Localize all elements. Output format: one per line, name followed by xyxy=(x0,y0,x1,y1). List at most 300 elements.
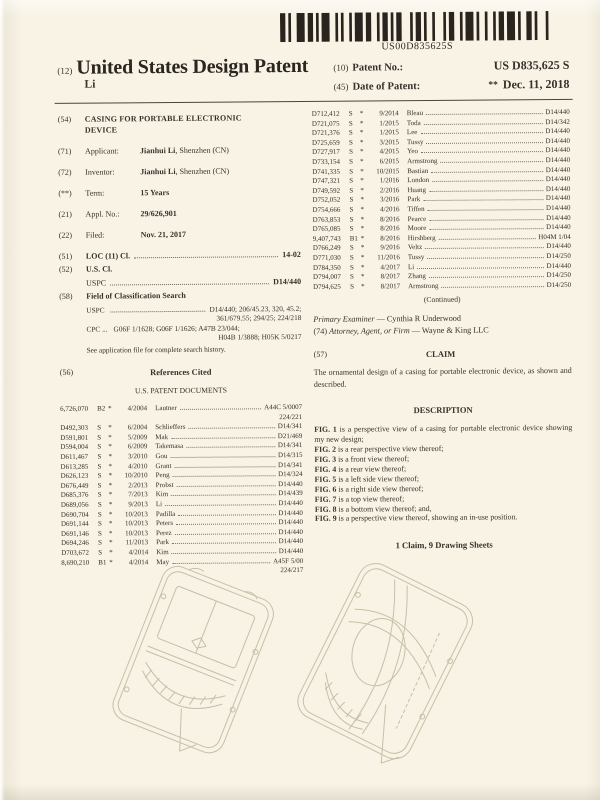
ref-inventor-name: Lautner xyxy=(155,403,177,413)
ref-inventor-name: Park xyxy=(156,538,169,547)
ref-date: 4/2010 xyxy=(128,461,148,470)
ref-kind-code: B1 xyxy=(349,234,358,243)
ref-date: 8/2016 xyxy=(380,233,400,243)
figure-label: FIG. 9 xyxy=(314,514,337,524)
figure-label: FIG. 4 xyxy=(314,464,337,474)
ref-star: * xyxy=(109,538,113,547)
dotted-leader xyxy=(188,427,274,429)
ref-star: * xyxy=(108,519,113,528)
applicant-name: Jianhui Li xyxy=(139,145,176,155)
patent-reference-row xyxy=(313,281,571,293)
ref-inventor-name: Peters xyxy=(155,519,174,528)
ref-date: 5/2009 xyxy=(127,432,148,442)
ref-kind-code: S xyxy=(97,462,102,471)
uspc-row xyxy=(86,276,301,288)
ref-classification: D14/440 xyxy=(546,213,571,222)
ref-date: 8/2017 xyxy=(380,281,401,291)
patent-number-value: US D835,625 S xyxy=(493,57,570,73)
appl-no-value: 29/626,901 xyxy=(140,208,177,218)
ref-date: 4/2004 xyxy=(127,404,148,413)
ref-kind-code: S xyxy=(349,205,354,214)
inventor-label: Inventor: xyxy=(85,166,115,177)
inid-code-22: (22) xyxy=(58,230,73,240)
ref-patent-number: D685,376 xyxy=(60,491,89,500)
inid-code-71: (71) xyxy=(58,146,72,156)
inid-code-74: (74) xyxy=(313,326,328,336)
ref-inventor-name: Gou xyxy=(155,452,168,461)
figure-label: FIG. 8 xyxy=(314,504,337,514)
ref-star: * xyxy=(360,253,365,262)
inventor-location: , Shenzhen (CN) xyxy=(175,166,230,176)
ref-star: * xyxy=(360,215,365,224)
ref-patent-number: 6,726,070 xyxy=(60,404,89,413)
figure-label: FIG. 3 xyxy=(314,454,337,464)
dotted-leader xyxy=(110,283,269,285)
dotted-leader xyxy=(180,408,261,410)
dotted-leader xyxy=(175,533,276,535)
inid-code-58: (58) xyxy=(59,291,73,301)
appl-no-label: Appl. No.: xyxy=(85,208,120,219)
inid-code-52: (52) xyxy=(58,264,73,274)
ref-classification: D14/440 xyxy=(545,175,571,184)
ref-kind-code: S xyxy=(348,119,353,128)
ref-classification-continuation: 224/221 xyxy=(279,412,303,421)
ref-star: * xyxy=(108,423,112,432)
patent-header xyxy=(57,53,569,100)
dotted-leader xyxy=(441,286,543,288)
ref-star: * xyxy=(360,205,365,214)
filed-label: Filed: xyxy=(85,230,105,240)
ref-patent-number: D725,659 xyxy=(311,138,340,147)
ref-star: * xyxy=(108,404,112,413)
ref-patent-number: D721,376 xyxy=(311,128,340,138)
ref-kind-code: S xyxy=(98,529,102,538)
ref-patent-number: D492,303 xyxy=(60,423,89,433)
inid-code-45: (45) xyxy=(333,81,349,92)
ref-date: 9/2014 xyxy=(379,109,399,118)
ref-star: * xyxy=(108,490,113,499)
ref-date: 11/2013 xyxy=(125,538,149,547)
ref-star: * xyxy=(360,224,365,233)
dotted-leader xyxy=(134,256,278,258)
ref-classification: D14/440 xyxy=(278,508,303,517)
ref-inventor-name: Grant xyxy=(155,461,172,470)
dotted-leader xyxy=(432,180,543,182)
dotted-leader xyxy=(440,161,542,163)
ref-star: * xyxy=(109,529,113,538)
ref-date: 1/2015 xyxy=(379,128,399,137)
patent-number-label: Patent No.: xyxy=(352,62,404,74)
ref-classification: D21/469 xyxy=(277,431,303,440)
header-divider xyxy=(55,99,573,104)
examiner-name: — Cynthia R Underwood xyxy=(376,314,461,324)
ref-kind-code: S xyxy=(98,538,103,547)
ref-inventor-name: Park xyxy=(407,195,421,204)
dotted-leader xyxy=(426,113,542,115)
dotted-leader xyxy=(174,466,275,468)
ref-kind-code: S xyxy=(349,243,354,252)
field-filed xyxy=(59,228,301,240)
ref-inventor-name: Perez xyxy=(156,528,172,537)
search-uspc-value-2: 361/679.55; 294/25; 224/218 xyxy=(216,312,302,323)
ref-date: 10/2015 xyxy=(376,166,400,175)
inid-code-57: (57) xyxy=(313,350,328,360)
inventor-surname: Li xyxy=(84,78,96,91)
ref-inventor-name: Armstrong xyxy=(407,156,438,166)
ref-kind-code: S xyxy=(97,510,102,519)
patent-date-text: Dec. 11, 2018 xyxy=(502,76,570,92)
ref-patent-number: D752,052 xyxy=(312,196,341,205)
dotted-leader xyxy=(420,132,542,134)
ref-patent-number: D626,123 xyxy=(60,471,89,481)
patent-date-value xyxy=(488,77,569,93)
inventor-name: Jianhui Li xyxy=(140,166,176,176)
ref-date: 3/2015 xyxy=(379,137,400,147)
field-us-class xyxy=(59,263,301,275)
ref-kind-code: S xyxy=(349,215,354,224)
ref-patent-number: D771,030 xyxy=(312,253,341,262)
ref-star: * xyxy=(359,128,364,137)
dotted-leader xyxy=(431,171,543,173)
figure-text: is a front view thereof; xyxy=(338,454,410,464)
ref-inventor-name: May xyxy=(156,557,170,566)
ref-inventor-name: Lee xyxy=(406,128,418,137)
title-line xyxy=(57,55,308,80)
ref-kind-code: S xyxy=(97,442,102,451)
ref-classification: D14/440 xyxy=(546,242,571,251)
casing-rear-perspective-drawing-icon xyxy=(283,547,481,800)
barcode-text: US00D835625S xyxy=(381,40,454,53)
ref-classification: D14/250 xyxy=(546,280,572,289)
ref-classification: D14/440 xyxy=(278,546,304,556)
ref-inventor-name: Pearce xyxy=(407,214,427,223)
ref-classification: D14/440 xyxy=(545,155,571,165)
ref-date: 10/2013 xyxy=(124,519,148,528)
ref-classification: D14/440 xyxy=(545,107,570,117)
inid-code-12: (12) xyxy=(57,65,73,76)
dotted-leader xyxy=(425,247,543,249)
ref-kind-code: S xyxy=(349,186,354,195)
ref-date: 2/2016 xyxy=(379,185,400,195)
ref-inventor-name: Huang xyxy=(407,185,427,194)
ref-star: * xyxy=(108,462,113,471)
figure-text: is a bottom view thereof; and, xyxy=(338,503,432,514)
dotted-leader xyxy=(423,199,543,201)
field-search xyxy=(59,290,301,302)
dotted-leader xyxy=(429,276,544,278)
ref-star: * xyxy=(108,510,113,519)
header-right xyxy=(333,53,569,98)
dotted-leader xyxy=(171,456,275,458)
ref-star: * xyxy=(360,157,364,166)
ref-patent-number: D689,056 xyxy=(60,500,89,509)
ref-classification: H04M 1/04 xyxy=(538,232,571,241)
ref-patent-number: D794,007 xyxy=(313,272,341,281)
ref-star: * xyxy=(360,147,364,156)
ref-kind-code: S xyxy=(350,282,355,291)
inid-code-72: (72) xyxy=(58,167,72,177)
ref-patent-number: D591,801 xyxy=(60,433,89,442)
ref-kind-code: S xyxy=(349,147,353,156)
field-appl-no xyxy=(58,207,300,219)
ref-star: * xyxy=(359,138,364,147)
ref-classification: D14/440 xyxy=(278,537,304,546)
inid-code-51: (51) xyxy=(58,251,73,261)
ref-date: 10/2010 xyxy=(124,471,148,480)
header-left xyxy=(57,55,308,100)
dotted-leader xyxy=(417,267,543,269)
ref-inventor-name: Padilla xyxy=(155,509,176,518)
figure-label: FIG. 2 xyxy=(314,444,337,454)
ref-inventor-name: Probst xyxy=(155,480,174,489)
ref-inventor-name: Toda xyxy=(406,118,421,127)
ref-star: * xyxy=(108,471,113,480)
us-patent-documents-heading: U.S. PATENT DOCUMENTS xyxy=(134,385,227,396)
ref-kind-code: B2 xyxy=(97,404,106,413)
figure-description-line xyxy=(314,423,572,445)
description-heading: DESCRIPTION xyxy=(413,404,473,416)
figure-label: FIG. 5 xyxy=(314,474,337,484)
ref-inventor-name: Hirshberg xyxy=(407,233,436,242)
ref-date: 2/2013 xyxy=(128,480,148,490)
figure-label: FIG. 7 xyxy=(314,494,337,504)
ref-star: * xyxy=(109,557,113,567)
ref-inventor-name: Tussy xyxy=(406,137,424,146)
ref-kind-code: S xyxy=(348,138,353,147)
ref-classification: D14/440 xyxy=(546,261,571,270)
ref-classification: D14/341 xyxy=(277,422,303,431)
ref-kind-code: S xyxy=(349,263,354,272)
dotted-leader xyxy=(429,190,543,192)
ref-date: 1/2015 xyxy=(379,118,399,127)
ref-kind-code: S xyxy=(98,548,103,557)
barcode-bars-icon xyxy=(280,11,554,42)
ref-inventor-name: Schlieffers xyxy=(155,423,186,432)
ref-kind-code: S xyxy=(97,423,102,432)
figure-text: is a perspective view of a casing for portable electronic device showing my new design; xyxy=(314,423,573,445)
figure-text: is a top view thereof; xyxy=(338,493,405,504)
claim-text: The ornamental design of a casing for portable electronic device, as shown and described. xyxy=(313,366,572,390)
ref-patent-number: D611,467 xyxy=(60,452,89,461)
ref-patent-number: D741,335 xyxy=(312,167,341,176)
ref-patent-number: D613,285 xyxy=(60,462,89,471)
ref-date: 3/2010 xyxy=(127,452,148,461)
search-cpc-label: CPC ... xyxy=(86,324,108,334)
ref-patent-number: D747,321 xyxy=(312,176,341,186)
ref-kind-code: S xyxy=(349,157,354,166)
inid-code-term: (**) xyxy=(58,188,72,198)
ref-patent-number: 9,407,743 xyxy=(312,234,341,243)
figure-label: FIG. 1 xyxy=(314,424,337,435)
ref-star: * xyxy=(360,262,365,272)
ref-classification: A44C 5/0007 xyxy=(264,402,303,412)
ref-patent-number: D712,412 xyxy=(311,109,340,118)
dotted-leader xyxy=(173,475,276,477)
ref-kind-code: S xyxy=(348,109,353,118)
ref-classification: D14/315 xyxy=(277,450,303,460)
ref-patent-number: D765,085 xyxy=(312,224,341,234)
figure-text: is a perspective view thereof, showing an in-use position. xyxy=(338,512,518,524)
ref-classification: D14/439 xyxy=(278,489,303,498)
ref-patent-number: D727,917 xyxy=(312,148,340,157)
classification-search-block xyxy=(86,303,301,354)
dotted-leader xyxy=(177,485,276,487)
ref-star: * xyxy=(360,234,365,243)
ref-date: 6/2009 xyxy=(127,442,148,451)
ref-date: 4/2014 xyxy=(128,548,149,557)
search-cpc-value-1: G06F 1/1628; G06F 1/1626; A47B 23/044; xyxy=(113,322,240,333)
ref-inventor-name: Bastian xyxy=(407,166,429,175)
claim-heading-row xyxy=(313,348,541,360)
ref-star: * xyxy=(109,548,113,557)
ref-patent-number: D784,350 xyxy=(312,263,341,272)
inid-code-21: (21) xyxy=(58,209,72,219)
field-term xyxy=(58,186,300,198)
ref-patent-number: D594,004 xyxy=(60,443,89,452)
figure-text: is a rear perspective view thereof; xyxy=(337,443,444,454)
ref-star: * xyxy=(360,186,364,195)
ref-star: * xyxy=(360,195,364,204)
ref-kind-code: S xyxy=(349,167,354,176)
claim-section xyxy=(314,348,572,391)
dotted-leader xyxy=(111,304,206,312)
ref-kind-code: S xyxy=(97,433,102,442)
ref-patent-number: D703,672 xyxy=(61,548,90,557)
figure-text: is a right side view thereof; xyxy=(338,483,424,494)
ref-patent-number: D766,249 xyxy=(312,243,341,253)
ref-inventor-name: Peng xyxy=(155,471,170,480)
ref-star: * xyxy=(108,452,112,461)
ref-classification-continuation: 224/217 xyxy=(280,566,304,575)
ref-kind-code: S xyxy=(97,490,102,499)
ref-kind-code: S xyxy=(349,176,354,185)
ref-patent-number: D676,449 xyxy=(60,481,89,490)
field-applicant xyxy=(58,144,300,156)
attorney-label: Attorney, Agent, or Firm xyxy=(329,325,410,336)
ref-inventor-name: Zhang xyxy=(407,272,426,281)
ref-patent-number: D763,853 xyxy=(312,215,341,224)
ref-inventor-name: Moore xyxy=(407,224,427,233)
ref-inventor-name: Takemasa xyxy=(155,442,184,451)
patent-figure-drawing-right xyxy=(283,547,481,800)
continued-note: (Continued) xyxy=(423,295,461,305)
ref-date: 6/2004 xyxy=(127,423,148,432)
ref-star: * xyxy=(359,109,364,118)
ref-date: 4/2015 xyxy=(379,147,400,156)
document-title: United States Design Patent xyxy=(76,54,309,79)
figure-text: is a rear view thereof; xyxy=(338,464,407,474)
term-value: 15 Years xyxy=(140,187,170,197)
ref-classification: D14/440 xyxy=(278,527,304,536)
ref-star: * xyxy=(360,176,364,185)
inid-code-10: (10) xyxy=(333,62,349,73)
ref-star: * xyxy=(360,243,365,252)
ref-date: 8/2017 xyxy=(380,272,401,281)
ref-kind-code: S xyxy=(97,452,102,461)
loc-class-label: LOC (11) Cl. xyxy=(85,250,131,261)
inventor-value xyxy=(140,166,229,177)
search-label: Field of Classification Search xyxy=(86,290,186,301)
ref-kind-code: S xyxy=(349,195,354,204)
ref-patent-number: 8,690,210 xyxy=(61,558,90,567)
uspc-value: D14/440 xyxy=(273,276,302,286)
ref-kind-code: S xyxy=(349,224,354,233)
ref-date: 3/2016 xyxy=(379,195,400,204)
ref-inventor-name: London xyxy=(407,176,430,185)
ref-date: 9/2013 xyxy=(128,500,148,509)
ref-classification: D14/440 xyxy=(278,479,303,488)
field-title xyxy=(58,112,300,136)
ref-inventor-name: Yeo xyxy=(407,147,419,156)
ref-classification: D14/440 xyxy=(545,203,571,212)
figure-label: FIG. 6 xyxy=(314,484,337,494)
attorney-name: — Wayne & King LLC xyxy=(411,325,489,335)
figure-text: is a left side view thereof; xyxy=(338,473,420,484)
ref-classification: D14/250 xyxy=(546,251,571,260)
ref-date: 6/2015 xyxy=(379,157,400,166)
uspc-label: USPC xyxy=(86,278,107,288)
ref-patent-number: D721,075 xyxy=(311,119,340,128)
term-label: Term: xyxy=(85,188,105,198)
patent-date-row xyxy=(333,77,569,94)
ref-date: 10/2013 xyxy=(125,528,149,538)
ref-date: 7/2013 xyxy=(128,490,148,499)
search-uspc-label: USPC xyxy=(86,305,105,315)
dotted-leader xyxy=(429,219,543,221)
ref-star: * xyxy=(360,167,364,176)
ref-date: 10/2013 xyxy=(124,509,148,518)
ref-inventor-name: Kim xyxy=(155,490,169,499)
ref-kind-code: S xyxy=(348,128,353,137)
dotted-leader xyxy=(178,514,275,516)
ref-patent-number: D733,154 xyxy=(312,157,340,166)
attorney-line xyxy=(313,324,571,338)
ref-star: * xyxy=(361,272,365,281)
left-column xyxy=(58,112,304,578)
ref-inventor-name: Li xyxy=(407,262,415,271)
ref-classification: D14/440 xyxy=(278,498,303,508)
dotted-leader xyxy=(424,123,543,125)
dotted-leader xyxy=(186,447,275,449)
ref-classification: D14/250 xyxy=(546,270,572,280)
ref-date: 4/2014 xyxy=(128,557,149,566)
figure-description-line xyxy=(315,512,573,524)
search-uspc-value-1: D14/440; 206/45.23, 320, 45.2; xyxy=(209,303,302,314)
ref-kind-code: S xyxy=(97,481,102,490)
dotted-leader xyxy=(428,209,543,211)
ref-inventor-name: Kim xyxy=(156,547,169,557)
patent-number-row xyxy=(333,58,569,75)
ref-star: * xyxy=(108,500,113,509)
ref-classification: D14/440 xyxy=(545,165,571,174)
ref-classification: A45F 5/00 xyxy=(273,556,304,565)
ref-date: 11/2016 xyxy=(377,253,400,262)
applicant-label: Applicant: xyxy=(84,145,119,156)
ref-kind-code: S xyxy=(97,500,102,509)
patent-date-label: Date of Patent: xyxy=(352,81,421,93)
dotted-leader xyxy=(171,495,275,497)
ref-inventor-name: Veltz xyxy=(407,243,423,252)
ref-kind-code: S xyxy=(97,471,102,480)
field-loc-class xyxy=(59,249,301,261)
claim-heading: CLAIM xyxy=(425,349,456,360)
ref-date: 8/2016 xyxy=(380,214,400,223)
ref-kind-code: S xyxy=(349,253,354,262)
ref-patent-number: D749,592 xyxy=(312,186,341,195)
references-table-right xyxy=(312,108,571,292)
figure-descriptions xyxy=(314,423,573,524)
us-class-label: U.S. Cl. xyxy=(85,264,113,274)
